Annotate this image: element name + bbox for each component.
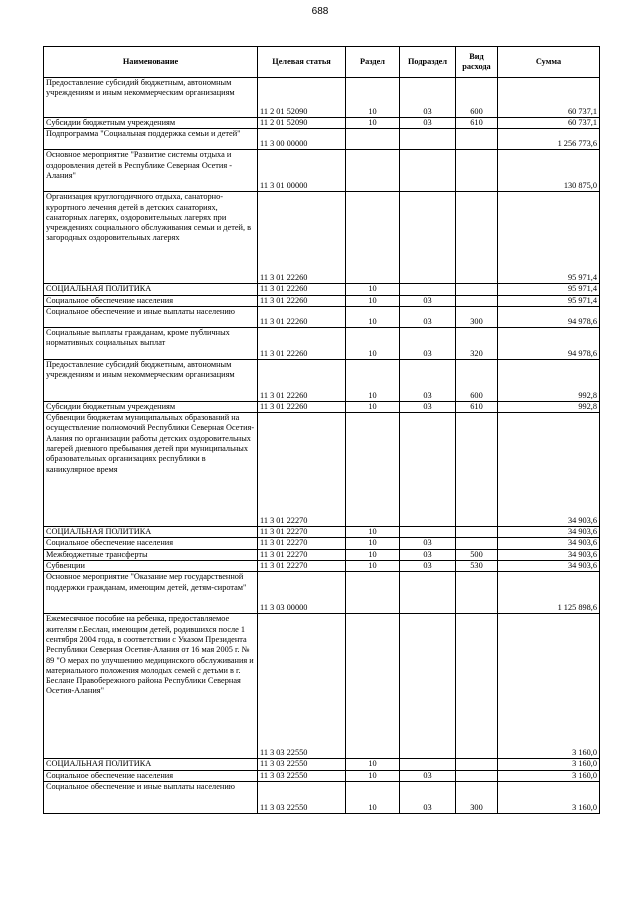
row-type-cell xyxy=(456,770,498,781)
row-code-cell: 11 3 01 22260 xyxy=(258,295,346,306)
row-subsection-cell: 03 xyxy=(400,561,456,572)
row-name-cell: Подпрограмма "Социальная поддержка семьи и детей" xyxy=(44,129,258,150)
row-subsection-cell: 03 xyxy=(400,549,456,560)
row-subsection-cell: 03 xyxy=(400,781,456,813)
row-code-cell: 11 3 01 22260 xyxy=(258,284,346,295)
table-row xyxy=(44,327,600,359)
budget-table xyxy=(43,46,600,814)
row-sum-cell: 1 256 773,6 xyxy=(498,129,600,150)
row-code-cell: 11 3 01 22270 xyxy=(258,538,346,549)
row-section-cell: 10 xyxy=(346,781,400,813)
table-row xyxy=(44,549,600,560)
table-row xyxy=(44,614,600,759)
row-type-cell xyxy=(456,150,498,192)
page-number: 688 xyxy=(311,6,329,17)
row-code-cell: 11 3 01 22270 xyxy=(258,549,346,560)
table-row xyxy=(44,359,600,401)
row-type-cell xyxy=(456,527,498,538)
row-section-cell xyxy=(346,129,400,150)
row-name-cell: Основное мероприятие "Развитие системы отдыха и оздоровления детей в Республике Северная Осетия - Алания" xyxy=(44,150,258,192)
row-subsection-cell: 03 xyxy=(400,538,456,549)
table-row xyxy=(44,129,600,150)
row-section-cell: 10 xyxy=(346,770,400,781)
row-name-cell: Предоставление субсидий бюджетным, автономным учреждениям и иным некоммерческим организациям xyxy=(44,78,258,118)
row-name-cell: Социальное обеспечение и иные выплаты населению xyxy=(44,781,258,813)
header-code: Целевая статья xyxy=(258,47,346,78)
table-row xyxy=(44,572,600,614)
table-header-row xyxy=(44,47,600,78)
row-name-cell: Ежемесячное пособие на ребенка, предоставляемое жителям г.Беслан, имеющим детей, родившихся после 1 сентября 2004 года, в соответствии с Указом Президента Республики Северная Осетия-Алания от 16 мая 2005 г. № 89 "О мерах по улучшению медицинского обслуживания и материального положения молодых семей с детьми в г. Беслане Правобережного района Республики Северная Осетия-Алания" xyxy=(44,614,258,759)
row-type-cell xyxy=(456,572,498,614)
row-section-cell xyxy=(346,150,400,192)
header-name: Наименование xyxy=(44,47,258,78)
row-subsection-cell xyxy=(400,413,456,527)
row-subsection-cell: 03 xyxy=(400,78,456,118)
row-type-cell xyxy=(456,129,498,150)
row-code-cell: 11 3 01 22260 xyxy=(258,359,346,401)
row-type-cell xyxy=(456,614,498,759)
table-row xyxy=(44,527,600,538)
row-code-cell: 11 2 01 52090 xyxy=(258,78,346,118)
row-type-cell: 600 xyxy=(456,78,498,118)
row-section-cell xyxy=(346,614,400,759)
table-row xyxy=(44,295,600,306)
row-name-cell: Межбюджетные трансферты xyxy=(44,549,258,560)
row-type-cell xyxy=(456,538,498,549)
row-name-cell: Социальные выплаты гражданам, кроме публичных нормативных социальных выплат xyxy=(44,327,258,359)
table-row xyxy=(44,413,600,527)
row-sum-cell: 94 978,6 xyxy=(498,306,600,327)
row-sum-cell: 992,8 xyxy=(498,359,600,401)
header-subsection: Подраздел xyxy=(400,47,456,78)
row-subsection-cell xyxy=(400,759,456,770)
row-subsection-cell: 03 xyxy=(400,359,456,401)
row-subsection-cell xyxy=(400,129,456,150)
row-sum-cell: 1 125 898,6 xyxy=(498,572,600,614)
row-sum-cell: 94 978,6 xyxy=(498,327,600,359)
row-sum-cell: 60 737,1 xyxy=(498,118,600,129)
row-name-cell: Субвенции бюджетам муниципальных образований на осуществление полномочий Республики Северная Осетия-Алания по организации работы детских оздоровительных лагерей дневного пребывания детей при муниципальных образовательных организациях республики в каникулярное время xyxy=(44,413,258,527)
row-subsection-cell xyxy=(400,614,456,759)
row-name-cell: Организация круглогодичного отдыха, санаторно-курортного лечения детей в детских санаториях, санаторных лагерях, оздоровительных лагерях при учреждениях социального обслуживания семьи и детей, в загородных оздоровительных лагерях xyxy=(44,192,258,284)
row-section-cell: 10 xyxy=(346,78,400,118)
row-sum-cell: 34 903,6 xyxy=(498,549,600,560)
row-name-cell: Субвенции xyxy=(44,561,258,572)
row-subsection-cell xyxy=(400,284,456,295)
row-name-cell: Субсидии бюджетным учреждениям xyxy=(44,118,258,129)
row-subsection-cell: 03 xyxy=(400,401,456,412)
table-row xyxy=(44,306,600,327)
row-section-cell: 10 xyxy=(346,527,400,538)
row-code-cell: 11 3 03 22550 xyxy=(258,614,346,759)
row-name-cell: Социальное обеспечение и иные выплаты населению xyxy=(44,306,258,327)
table-row xyxy=(44,561,600,572)
row-subsection-cell xyxy=(400,150,456,192)
header-sum: Сумма xyxy=(498,47,600,78)
row-name-cell: СОЦИАЛЬНАЯ ПОЛИТИКА xyxy=(44,759,258,770)
table-row xyxy=(44,759,600,770)
row-type-cell xyxy=(456,759,498,770)
row-code-cell: 11 2 01 52090 xyxy=(258,118,346,129)
row-sum-cell: 3 160,0 xyxy=(498,781,600,813)
row-code-cell: 11 3 01 22270 xyxy=(258,561,346,572)
row-code-cell: 11 3 00 00000 xyxy=(258,129,346,150)
row-subsection-cell xyxy=(400,192,456,284)
row-section-cell: 10 xyxy=(346,306,400,327)
row-name-cell: Основное мероприятие "Оказание мер государственной поддержки гражданам, имеющим детей, детям-сиротам" xyxy=(44,572,258,614)
row-sum-cell: 34 903,6 xyxy=(498,413,600,527)
row-sum-cell: 34 903,6 xyxy=(498,527,600,538)
row-subsection-cell: 03 xyxy=(400,295,456,306)
table-row xyxy=(44,538,600,549)
row-section-cell: 10 xyxy=(346,538,400,549)
row-section-cell: 10 xyxy=(346,359,400,401)
row-sum-cell: 3 160,0 xyxy=(498,759,600,770)
row-subsection-cell: 03 xyxy=(400,306,456,327)
row-name-cell: Предоставление субсидий бюджетным, автономным учреждениям и иным некоммерческим организациям xyxy=(44,359,258,401)
row-type-cell: 500 xyxy=(456,549,498,560)
row-type-cell xyxy=(456,284,498,295)
row-type-cell: 300 xyxy=(456,781,498,813)
row-sum-cell: 992,8 xyxy=(498,401,600,412)
table-row xyxy=(44,78,600,118)
row-section-cell: 10 xyxy=(346,759,400,770)
table-row xyxy=(44,284,600,295)
row-sum-cell: 34 903,6 xyxy=(498,561,600,572)
row-section-cell xyxy=(346,413,400,527)
row-name-cell: СОЦИАЛЬНАЯ ПОЛИТИКА xyxy=(44,527,258,538)
row-type-cell: 300 xyxy=(456,306,498,327)
row-type-cell xyxy=(456,413,498,527)
row-sum-cell: 95 971,4 xyxy=(498,192,600,284)
row-code-cell: 11 3 03 22550 xyxy=(258,770,346,781)
row-section-cell: 10 xyxy=(346,401,400,412)
row-code-cell: 11 3 01 22260 xyxy=(258,327,346,359)
row-section-cell: 10 xyxy=(346,327,400,359)
row-type-cell: 610 xyxy=(456,118,498,129)
row-sum-cell: 130 875,0 xyxy=(498,150,600,192)
row-subsection-cell xyxy=(400,527,456,538)
row-type-cell: 600 xyxy=(456,359,498,401)
row-section-cell: 10 xyxy=(346,561,400,572)
row-subsection-cell: 03 xyxy=(400,327,456,359)
row-code-cell: 11 3 01 22270 xyxy=(258,527,346,538)
row-section-cell xyxy=(346,192,400,284)
row-type-cell: 530 xyxy=(456,561,498,572)
row-name-cell: Социальное обеспечение населения xyxy=(44,770,258,781)
row-code-cell: 11 3 01 22260 xyxy=(258,401,346,412)
row-section-cell: 10 xyxy=(346,118,400,129)
row-type-cell xyxy=(456,192,498,284)
table-row xyxy=(44,781,600,813)
row-code-cell: 11 3 01 22260 xyxy=(258,192,346,284)
row-name-cell: СОЦИАЛЬНАЯ ПОЛИТИКА xyxy=(44,284,258,295)
header-type: Вид расхода xyxy=(456,47,498,78)
table-row xyxy=(44,770,600,781)
row-subsection-cell xyxy=(400,572,456,614)
row-subsection-cell: 03 xyxy=(400,118,456,129)
header-section: Раздел xyxy=(346,47,400,78)
row-code-cell: 11 3 01 22260 xyxy=(258,306,346,327)
row-section-cell: 10 xyxy=(346,549,400,560)
row-type-cell: 610 xyxy=(456,401,498,412)
row-code-cell: 11 3 01 22270 xyxy=(258,413,346,527)
row-sum-cell: 3 160,0 xyxy=(498,770,600,781)
row-section-cell xyxy=(346,572,400,614)
table-row xyxy=(44,401,600,412)
row-name-cell: Субсидии бюджетным учреждениям xyxy=(44,401,258,412)
row-code-cell: 11 3 03 22550 xyxy=(258,781,346,813)
row-section-cell: 10 xyxy=(346,284,400,295)
row-sum-cell: 95 971,4 xyxy=(498,284,600,295)
row-code-cell: 11 3 03 22550 xyxy=(258,759,346,770)
row-sum-cell: 95 971,4 xyxy=(498,295,600,306)
row-code-cell: 11 3 03 00000 xyxy=(258,572,346,614)
table-row xyxy=(44,118,600,129)
row-type-cell xyxy=(456,295,498,306)
table-row xyxy=(44,192,600,284)
row-name-cell: Социальное обеспечение населения xyxy=(44,295,258,306)
table-row xyxy=(44,150,600,192)
row-type-cell: 320 xyxy=(456,327,498,359)
row-subsection-cell: 03 xyxy=(400,770,456,781)
row-name-cell: Социальное обеспечение населения xyxy=(44,538,258,549)
row-sum-cell: 34 903,6 xyxy=(498,538,600,549)
row-sum-cell: 3 160,0 xyxy=(498,614,600,759)
row-code-cell: 11 3 01 00000 xyxy=(258,150,346,192)
row-section-cell: 10 xyxy=(346,295,400,306)
row-sum-cell: 60 737,1 xyxy=(498,78,600,118)
